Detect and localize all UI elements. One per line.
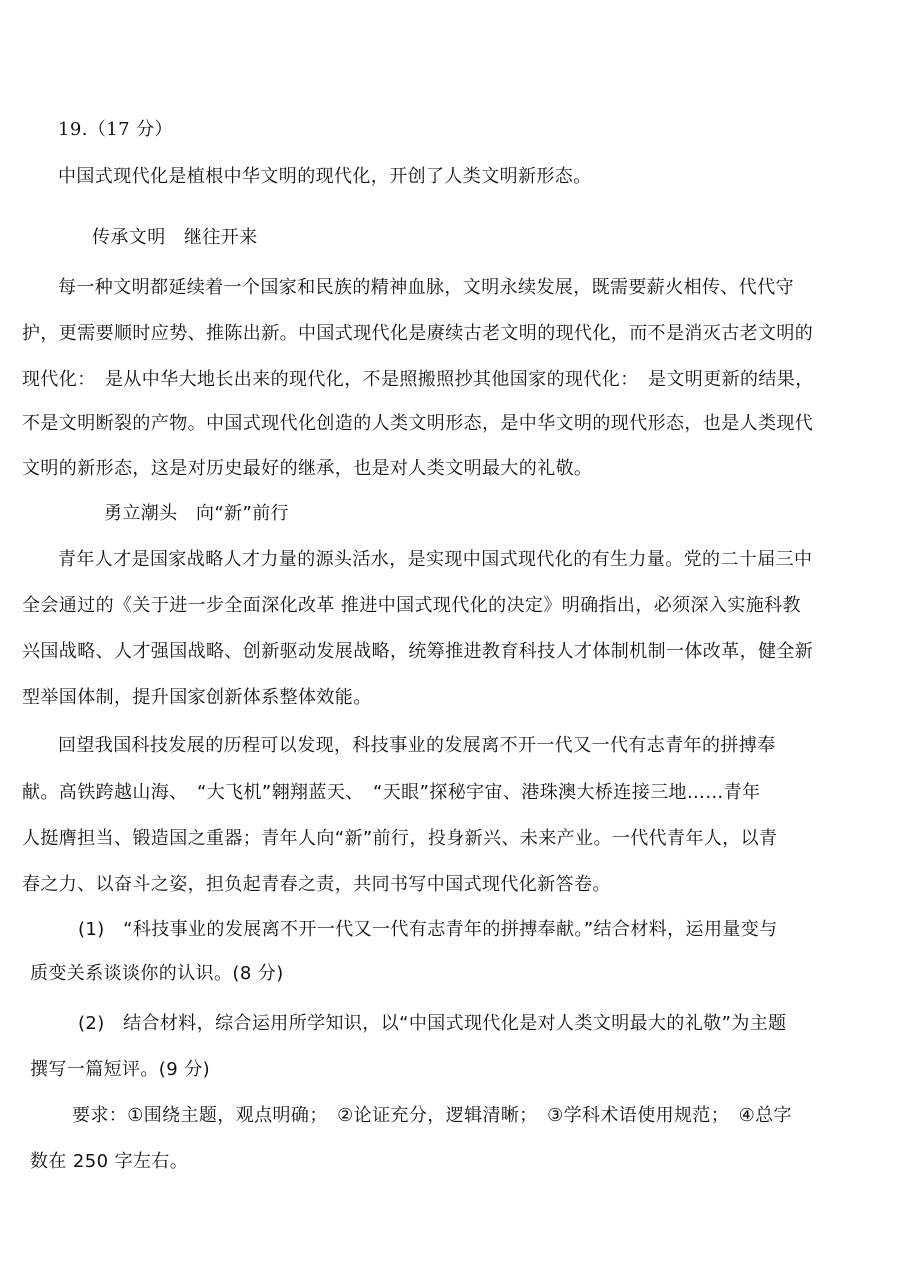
requirements: 要求：①围绕主题，观点明确； ②论证充分，逻辑清晰； ③学科术语使用规范； ④总字 <box>72 1105 792 1126</box>
question-intro: 中国式现代化是植根中华文明的现代化，开创了人类文明新形态。 <box>58 166 592 187</box>
sub-question-2-cont: 撰写一篇短评。(9 分) <box>30 1059 211 1080</box>
section1-line: 现代化： 是从中华大地长出来的现代化，不是照搬照抄其他国家的现代化： 是文明更新的结果， <box>22 369 814 390</box>
section1-heading: 传承文明 继往开来 <box>92 227 258 248</box>
section2-paragraph2-line: 人挺膺担当、锻造国之重器；青年人向“新”前行，投身新兴、未来产业。一代代青年人，以青 <box>22 828 778 849</box>
section2-paragraph2-line: 春之力、以奋斗之姿，担负起青春之责，共同书写中国式现代化新答卷。 <box>22 874 611 895</box>
section2-paragraph2-line: 回望我国科技发展的历程可以发现，科技事业的发展离不开一代又一代有志青年的拼搏奉 <box>58 735 776 756</box>
sub-question-1-cont: 质变关系谈谈你的认识。(8 分) <box>30 963 284 984</box>
question-number: 19.（17 分） <box>58 119 173 140</box>
section1-line: 每一种文明都延续着一个国家和民族的精神血脉，文明永续发展，既需要薪火相传、代代守 <box>58 277 794 298</box>
section1-line: 护，更需要顺时应势、推陈出新。中国式现代化是赓续古老文明的现代化，而不是消灭古老文明的 <box>22 323 814 344</box>
section1-line: 不是文明断裂的产物。中国式现代化创造的人类文明形态，是中华文明的现代形态，也是人类现代 <box>22 413 814 434</box>
section2-heading: 勇立潮头 向“新”前行 <box>104 503 290 524</box>
sub-question-1: (1) “科技事业的发展离不开一代又一代有志青年的拼搏奉献。”结合材料，运用量变与 <box>78 919 778 940</box>
section1-line: 文明的新形态，这是对历史最好的继承，也是对人类文明最大的礼敬。 <box>22 458 593 479</box>
requirements-cont: 数在 250 字左右。 <box>30 1151 189 1172</box>
section2-paragraph2-line: 献。高铁跨越山海、 “大飞机”翱翔蓝天、 “天眼”探秘宇宙、港珠澳大桥连接三地……青年 <box>22 782 761 803</box>
section2-paragraph1-line: 型举国体制，提升国家创新体系整体效能。 <box>22 687 372 708</box>
section2-paragraph1-line: 全会通过的《关于进一步全面深化改革 推进中国式现代化的决定》明确指出，必须深入实施科教 <box>22 595 801 616</box>
section2-paragraph1-line: 兴国战略、人才强国战略、创新驱动发展战略，统筹推进教育科技人才体制机制一体改革，健全新 <box>22 641 814 662</box>
section2-paragraph1-line: 青年人才是国家战略人才力量的源头活水，是实现中国式现代化的有生力量。党的二十届三中 <box>58 549 813 570</box>
sub-question-2: (2) 结合材料，综合运用所学知识，以“中国式现代化是对人类文明最大的礼敬”为主题 <box>78 1013 787 1034</box>
